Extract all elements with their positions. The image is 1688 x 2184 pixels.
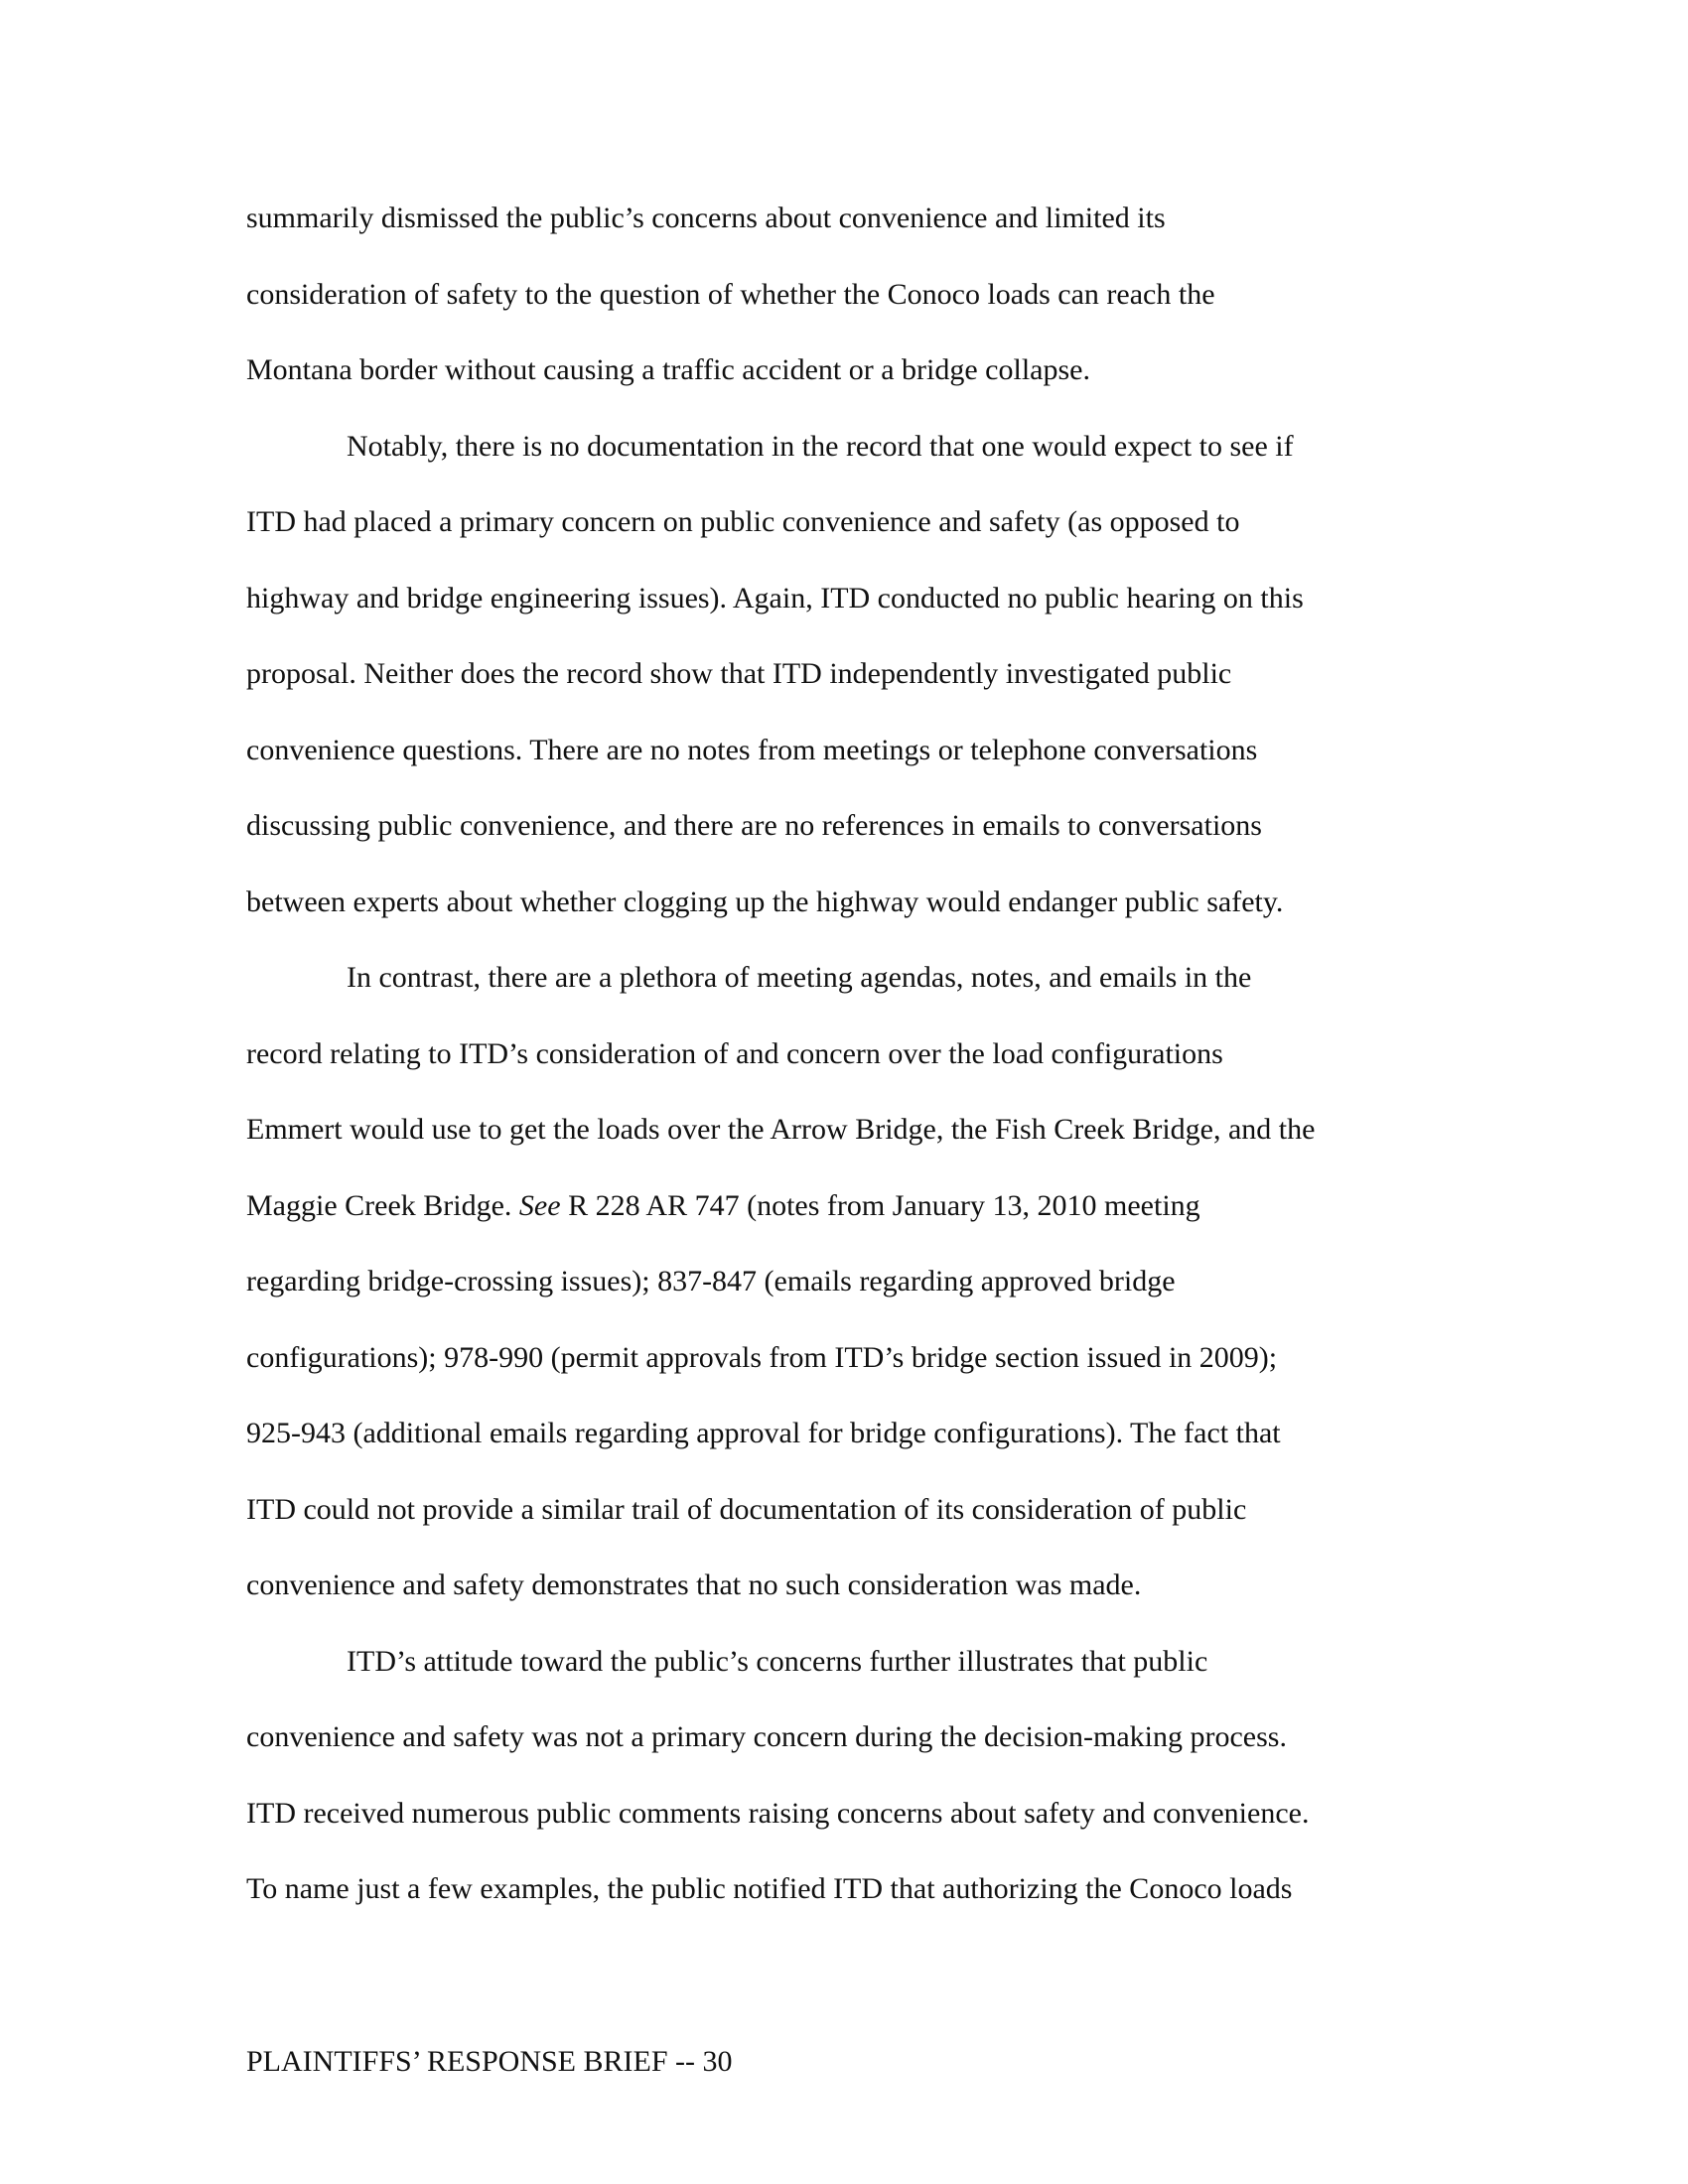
text-line-13: Emmert would use to get the loads over the Arrow Bridge, the Fish Creek Bridge, and the bbox=[246, 1113, 1316, 1146]
text-line-21: convenience and safety was not a primary concern during the decision-making process. bbox=[246, 1720, 1287, 1753]
text-line-23: To name just a few examples, the public notified ITD that authorizing the Conoco loads bbox=[246, 1872, 1293, 1905]
text-line-16: configurations); 978-990 (permit approvals from ITD’s bridge section issued in 2009); bbox=[246, 1340, 1278, 1374]
page-footer: PLAINTIFFS’ RESPONSE BRIEF -- 30 bbox=[246, 2045, 733, 2078]
text-line-20: ITD’s attitude toward the public’s concerns further illustrates that public bbox=[347, 1644, 1208, 1678]
text-line-14-start: Maggie Creek Bridge. bbox=[246, 1188, 519, 1222]
text-line-14-end: R 228 AR 747 (notes from January 13, 2010 meeting bbox=[560, 1188, 1200, 1222]
text-line-3: Montana border without causing a traffic accident or a bridge collapse. bbox=[246, 353, 1090, 386]
citation-signal: See bbox=[518, 1188, 561, 1222]
text-line-2: consideration of safety to the question of whether the Conoco loads can reach the bbox=[246, 277, 1215, 311]
text-line-12: record relating to ITD’s consideration of and concern over the load configurations bbox=[246, 1036, 1223, 1070]
text-line-1: summarily dismissed the public’s concerns about convenience and limited its bbox=[246, 202, 1166, 234]
text-line-7: proposal. Neither does the record show that ITD independently investigated public bbox=[246, 657, 1232, 690]
text-line-14 bbox=[246, 1182, 1448, 1259]
text-line-17: 925-943 (additional emails regarding approval for bridge configurations). The fact that bbox=[246, 1417, 1281, 1449]
text-line-5: ITD had placed a primary concern on public convenience and safety (as opposed to bbox=[246, 505, 1240, 538]
text-line-19: convenience and safety demonstrates that no such consideration was made. bbox=[246, 1569, 1142, 1601]
body-text bbox=[246, 195, 1448, 1942]
text-line-22: ITD received numerous public comments raising concerns about safety and convenience. bbox=[246, 1796, 1310, 1830]
text-line-11: In contrast, there are a plethora of meeting agendas, notes, and emails in the bbox=[347, 961, 1252, 994]
text-line-9: discussing public convenience, and there are no references in emails to conversations bbox=[246, 809, 1262, 842]
text-line-4: Notably, there is no documentation in the record that one would expect to see if bbox=[347, 429, 1294, 463]
text-line-18: ITD could not provide a similar trail of documentation of its consideration of public bbox=[246, 1492, 1247, 1526]
text-line-10: between experts about whether clogging up the highway would endanger public safety. bbox=[246, 885, 1284, 918]
text-line-8: convenience questions. There are no notes from meetings or telephone conversations bbox=[246, 733, 1258, 766]
text-line-15: regarding bridge-crossing issues); 837-847 (emails regarding approved bridge bbox=[246, 1265, 1176, 1297]
text-line-6: highway and bridge engineering issues). Again, ITD conducted no public hearing on this bbox=[246, 581, 1304, 614]
